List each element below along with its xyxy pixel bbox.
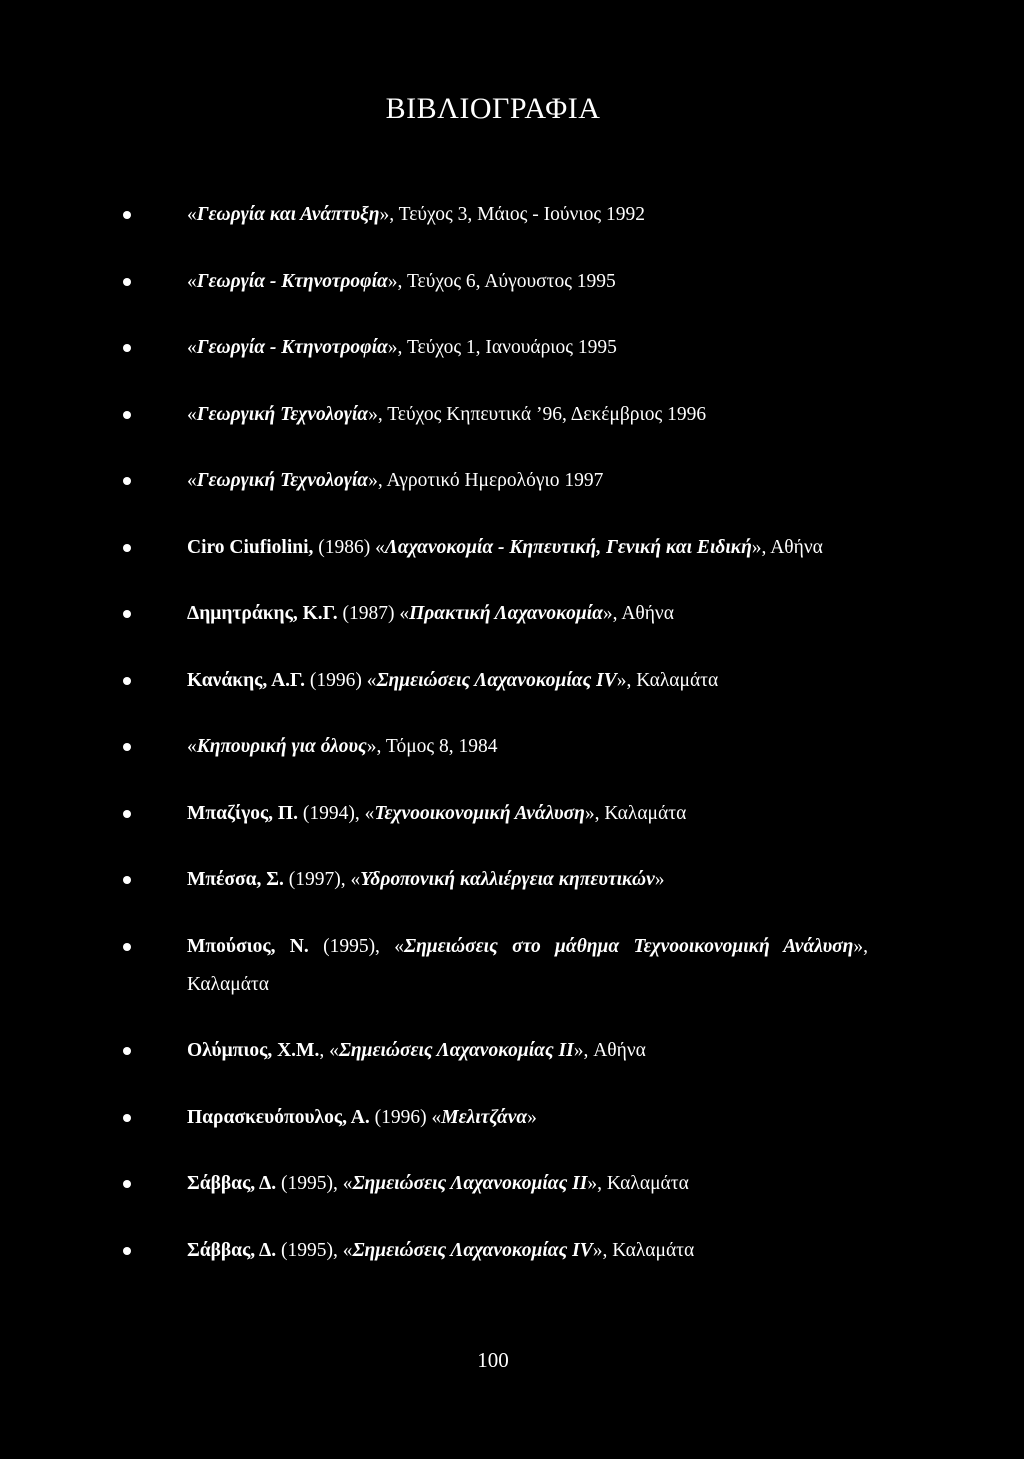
bullet-icon [123,943,131,951]
entry-author: Δημητράκης, Κ.Γ. [187,603,338,624]
entry-details: , Τεύχος 6, Αύγουστος 1995 [397,270,616,292]
entry-author: Μπούσιος, Ν. [187,935,309,957]
entry-year: (1995), [276,1239,343,1261]
entry-details: , Τεύχος Κηπευτικά ’96, Δεκέμβριος 1996 [377,403,707,425]
bibliography-entry: «Γεωργική Τεχνολογία», Αγροτικό Ημερολόγιο 1997 [0,462,1024,500]
entry-author: Μπέσσα, Σ. [187,869,284,890]
entry-details: , Αθήνα [761,536,823,558]
bullet-icon [123,344,131,352]
entry-work-title: Γεωργική Τεχνολογία [196,470,369,491]
entry-details: , Αγροτικό Ημερολόγιο 1997 [377,470,604,491]
entry-details: , Αθήνα [583,1040,646,1061]
page-number: 100 [477,1348,509,1372]
entry-year: (1986) [313,536,376,558]
bullet-icon [123,411,131,419]
entry-year: (1987) [337,603,400,624]
entry-work-title: Γεωργία - Κτηνοτροφία [196,337,388,358]
entry-details: , Καλαμάτα [597,1173,689,1194]
bibliography-entry: «Γεωργική Τεχνολογία», Τεύχος Κηπευτικά ’96, Δεκέμβριος 1996 [0,396,1024,434]
bullet-icon [123,1180,131,1188]
entry-author: Παρασκευόπουλος, Α. [187,1106,370,1128]
entry-details: , Τεύχος 1, Ιανουάριος 1995 [397,337,617,358]
entry-details: , Καλαμάτα [626,669,719,691]
bibliography-entry: Μπούσιος, Ν. (1995), «Σημειώσεις στο μάθημα Τεχνοοικονομική Ανάλυση», Καλαμάτα [0,928,1024,1004]
bibliography-entry: Ciro Ciufiolini, (1986) «Λαχανοκομία - Κηπευτική, Γενική και Ειδική», Αθήνα [0,529,1024,567]
entry-work-title: Σημειώσεις Λαχανοκομίας IV [352,1239,593,1261]
page-title: ΒΙΒΛΙΟΓΡΑΦΙΑ [385,92,601,125]
entry-work-title: Κηπουρική για όλους [196,736,367,757]
bibliography-entry: Παρασκευόπουλος, Α. (1996) «Μελιτζάνα» [0,1099,1024,1137]
entry-work-title: Μελιτζάνα [441,1106,528,1128]
bullet-icon [123,278,131,286]
bullet-icon [123,610,131,618]
entry-year: (1995), [276,1173,343,1194]
entry-year: (1995), [308,935,395,957]
entry-author: Ολύμπιος, Χ.Μ. [187,1040,320,1061]
entry-work-title: Πρακτική Λαχανοκομία [409,603,603,624]
entry-author: Σάββας, Δ. [187,1173,277,1194]
bibliography-entry: «Γεωργία και Ανάπτυξη», Τεύχος 3, Μάιος - Ιούνιος 1992 [0,196,1024,234]
bullet-icon [123,1047,131,1055]
entry-work-title: Σημειώσεις στο μάθημα Τεχνοοικονομική Ανάλυση [404,935,854,957]
bullet-icon [123,677,131,685]
entry-author: Κανάκης, Α.Γ. [187,669,305,691]
bibliography-entry: «Κηπουρική για όλους», Τόμος 8, 1984 [0,728,1024,766]
entry-author: Σάββας, Δ. [187,1239,277,1261]
entry-work-title: Γεωργία - Κτηνοτροφία [196,270,388,292]
bullet-icon [123,544,131,552]
bibliography-entry: «Γεωργία - Κτηνοτροφία», Τεύχος 1, Ιανουάριος 1995 [0,329,1024,367]
entry-year: (1994), [297,802,365,824]
entry-year: (1996) [304,669,367,691]
entry-work-title: Λαχανοκομία - Κηπευτική, Γενική και Ειδική [384,536,752,558]
entry-work-title: Σημειώσεις Λαχανοκομίας II [352,1173,588,1194]
bibliography-entry: Κανάκης, Α.Γ. (1996) «Σημειώσεις Λαχανοκομίας IV», Καλαμάτα [0,662,1024,700]
bullet-icon [123,810,131,818]
bibliography-list [0,196,1024,1298]
bibliography-entry: «Γεωργία - Κτηνοτροφία», Τεύχος 6, Αύγουστος 1995 [0,263,1024,301]
bibliography-entry: Σάββας, Δ. (1995), «Σημειώσεις Λαχανοκομίας II», Καλαμάτα [0,1165,1024,1203]
bullet-icon [123,876,131,884]
entry-year: (1996) [369,1106,432,1128]
entry-work-title: Γεωργία και Ανάπτυξη [196,204,380,225]
entry-author: Μπαζίγος, Π. [187,802,298,824]
bibliography-entry: Μπέσσα, Σ. (1997), «Υδροπονική καλλιέργεια κηπευτικών» [0,861,1024,899]
bullet-icon [123,1114,131,1122]
entry-details: , Τόμος 8, 1984 [376,736,498,757]
entry-details: , Καλαμάτα [594,802,687,824]
entry-details: , Τεύχος 3, Μάιος - Ιούνιος 1992 [389,204,645,225]
bibliography-entry: Ολύμπιος, Χ.Μ., «Σημειώσεις Λαχανοκομίας II», Αθήνα [0,1032,1024,1070]
bibliography-entry: Σάββας, Δ. (1995), «Σημειώσεις Λαχανοκομίας IV», Καλαμάτα [0,1232,1024,1270]
entry-year: (1997), [283,869,351,890]
bullet-icon [123,211,131,219]
bullet-icon [123,1247,131,1255]
entry-work-title: Υδροπονική καλλιέργεια κηπευτικών [360,869,655,890]
bibliography-entry: Δημητράκης, Κ.Γ. (1987) «Πρακτική Λαχανοκομία», Αθήνα [0,595,1024,633]
entry-author: Ciro Ciufiolini, [187,536,314,558]
entry-work-title: Σημειώσεις Λαχανοκομίας II [338,1040,574,1061]
entry-work-title: Σημειώσεις Λαχανοκομίας IV [376,669,617,691]
bibliography-entry: Μπαζίγος, Π. (1994), «Τεχνοοικονομική Ανάλυση», Καλαμάτα [0,795,1024,833]
entry-details: , Καλαμάτα [602,1239,695,1261]
entry-work-title: Τεχνοοικονομική Ανάλυση [374,802,585,824]
entry-work-title: Γεωργική Τεχνολογία [196,403,369,425]
bullet-icon [123,477,131,485]
bullet-icon [123,743,131,751]
entry-year: , [319,1040,330,1061]
entry-details: , Αθήνα [612,603,674,624]
entry-details: , Καλαμάτα [187,935,869,995]
